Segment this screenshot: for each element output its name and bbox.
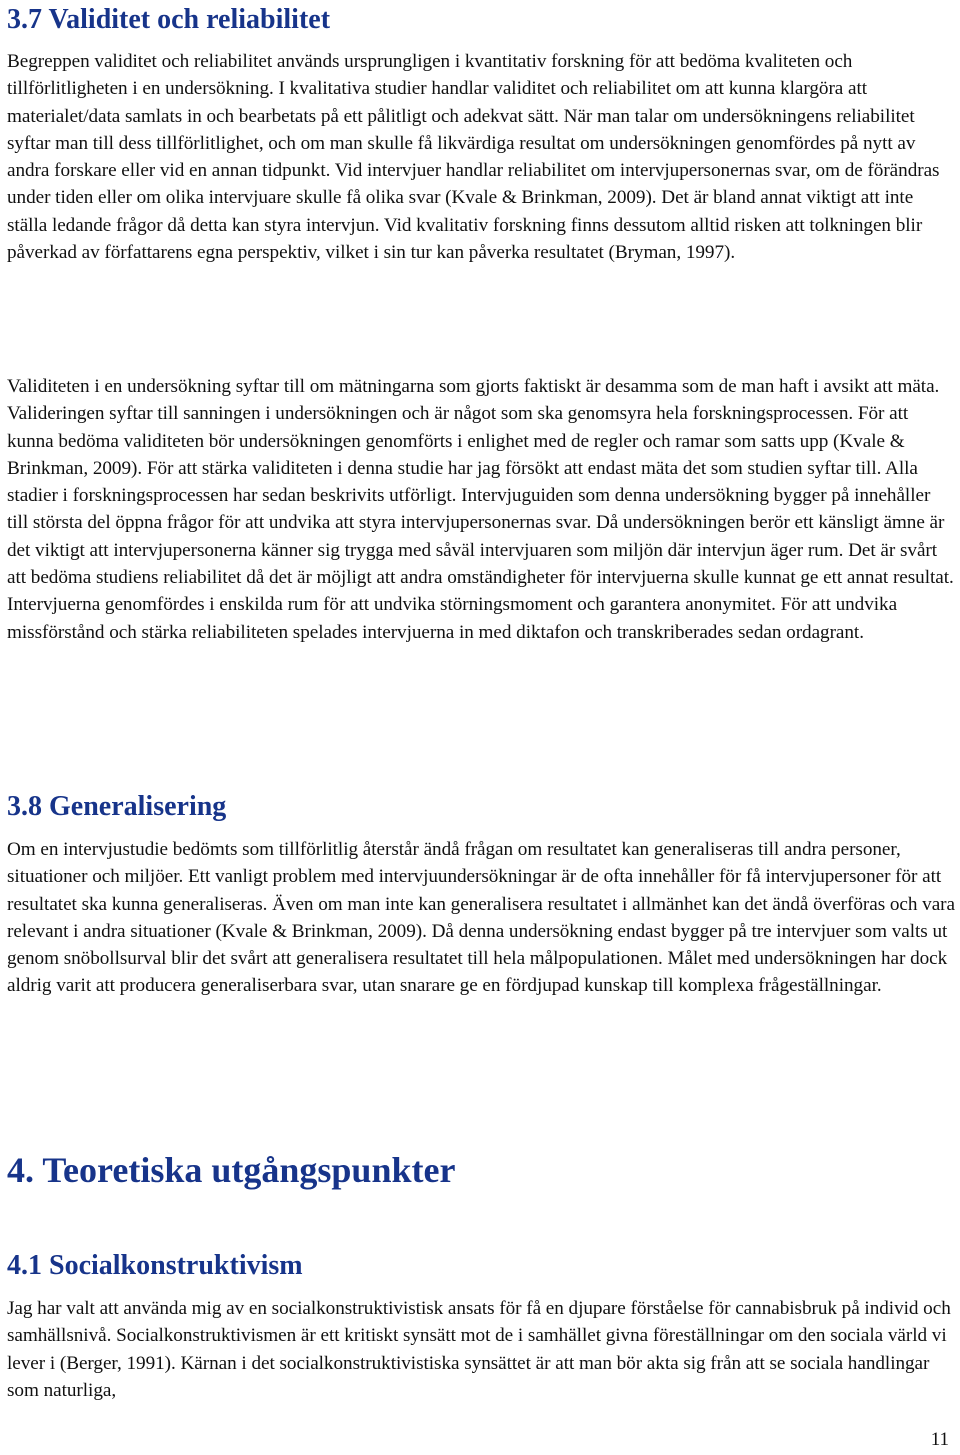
section-heading-3-7: 3.7 Validitet och reliabilitet	[7, 4, 331, 35]
body-paragraph: Jag har valt att använda mig av en socialkonstruktivistisk ansats för få en djupare förståelse för cannabisbruk på individ och samhällsnivå. Socialkonstruktivismen är ett kritiskt synsätt mot de i samhället givna föreställningar om den sociala värld vi lever i (Berger, 1991). Kärnan i det socialkonstruktivistiska synsättet är att man bör akta sig från att se sociala handlingar som naturliga,	[7, 1298, 951, 1401]
section-heading-4-1: 4.1 Socialkonstruktivism	[7, 1250, 303, 1281]
page-number: 11	[930, 1429, 949, 1450]
body-paragraph: Om en intervjustudie bedömts som tillförlitlig återstår ändå frågan om resultatet kan generaliseras till andra personer, situationer och miljöer. Ett vanligt problem med intervjuundersökningar är de ofta innehåller för få intervjupersoner för att resultatet ska kunna generaliseras. Även om man inte kan generalisera resultatet i allmänhet kan det ändå överföras och vara relevant i andra situationer (Kvale & Brinkman, 2009). Då denna undersökning endast bygger på tre intervjuer som valts ut genom snöbollsurval blir det svårt att generalisera resultatet till hela målpopulationen. Målet med undersökningen har dock aldrig varit att producera generaliserbara svar, utan snarare ge en fördjupad kunskap till komplexa frågeställningar.	[7, 839, 955, 997]
body-paragraph: Begreppen validitet och reliabilitet används ursprungligen i kvantitativ forskning för att bedöma kvaliteten och tillförlitligheten i en undersökning. I kvalitativa studier handlar validitet och reliabilitet om att kunna klargöra att materialet/data samlats in och bearbetats på ett pålitligt och adekvat sätt. När man talar om undersökningens reliabilitet syftar man till dess tillförlitlighet, och om man skulle få likvärdiga resultat om undersökningen genomfördes på nytt av andra forskare eller vid en annan tidpunkt. Vid intervjuer handlar reliabilitet om intervjupersonernas svar, om de förändras under tiden eller om olika intervjuare skulle få olika svar (Kvale & Brinkman, 2009). Det är bland annat viktigt att inte ställa ledande frågor då detta kan styra intervjun. Vid kvalitativ forskning finns dessutom alltid risken att tolkningen blir påverkad av författarens egna perspektiv, vilket i sin tur kan påverka resultatet (Bryman, 1997).	[7, 51, 940, 264]
body-paragraph: Validiteten i en undersökning syftar till om mätningarna som gjorts faktiskt är desamma som de man haft i avsikt att mäta. Valideringen syftar till sanningen i undersökningen och är något som ska genomsyra hela forskningsprocessen. För att kunna bedöma validiteten bör undersökningen genomförts i enlighet med de regler och ramar som satts upp (Kvale & Brinkman, 2009). För att stärka validiteten i denna studie har jag försökt att endast mäta det som studien syftar till. Alla stadier i forskningsprocessen har sedan beskrivits utförligt. Intervjuguiden som denna undersökning bygger på innehåller till största del öppna frågor för att undvika att styra intervjupersonernas svar. Då undersökningen berör ett känsligt ämne är det viktigt att intervjupersonerna känner sig trygga med såväl intervjuaren som miljön där intervjun äger rum. Det är svårt att bedöma studiens reliabilitet då det är möjligt att andra omständigheter för intervjuerna skulle kunnat ge ett annat resultat. Intervjuerna genomfördes i enskilda rum för att undvika störningsmoment och garantera anonymitet. För att undvika missförstånd och stärka reliabiliteten spelades intervjuerna in med diktafon och transkriberades sedan ordagrant.	[7, 376, 954, 643]
chapter-heading-4: 4. Teoretiska utgångspunkter	[7, 1150, 456, 1190]
section-heading-3-8: 3.8 Generalisering	[7, 791, 227, 822]
